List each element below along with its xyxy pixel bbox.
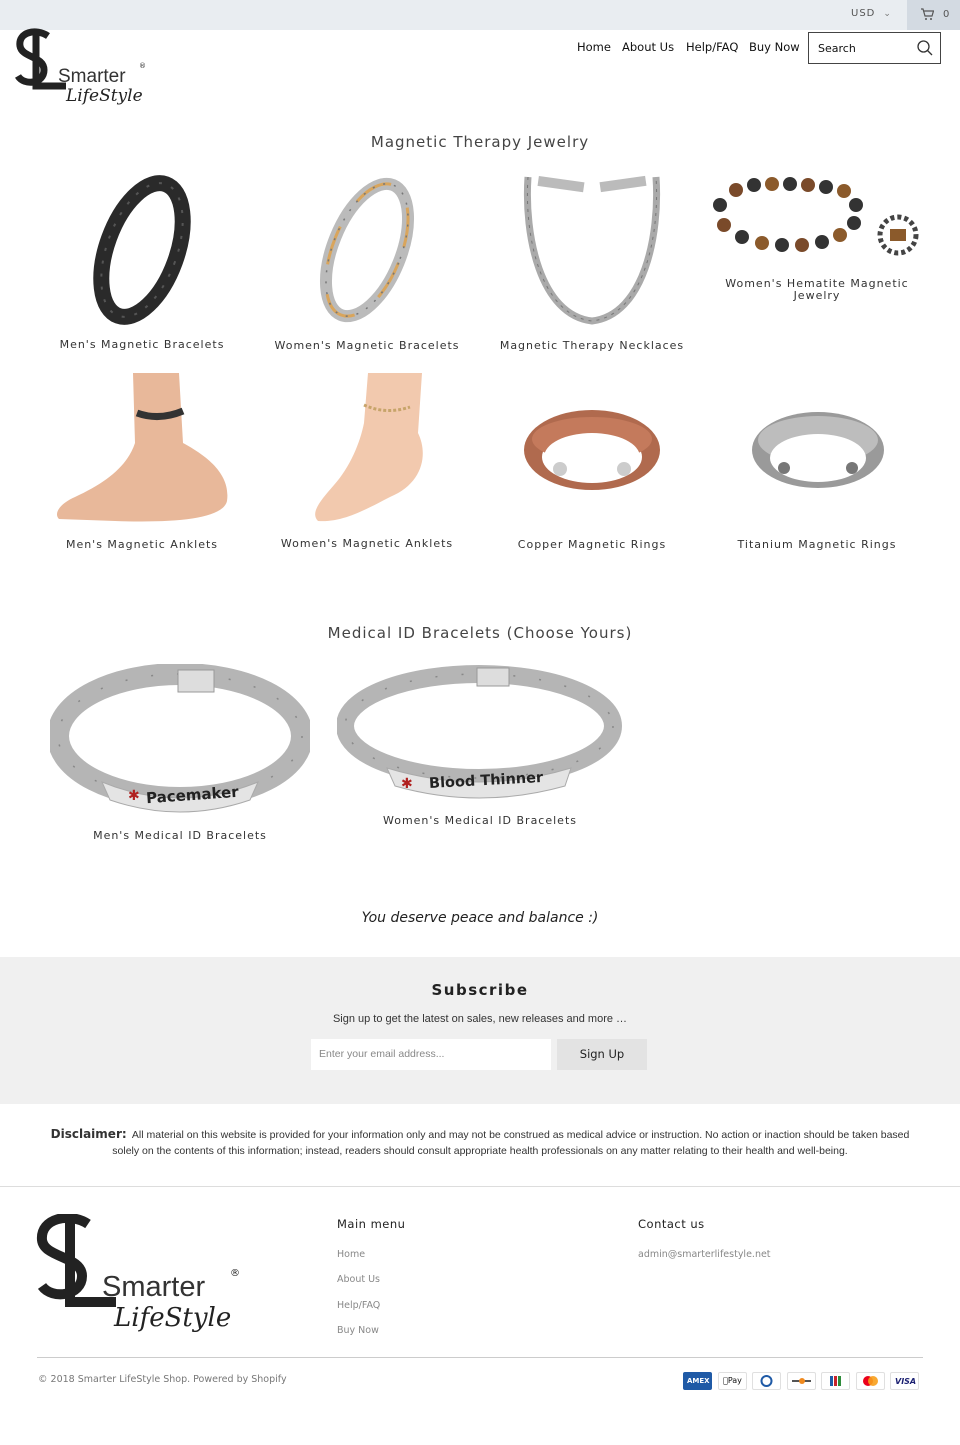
womens-bracelet-icon — [310, 175, 425, 325]
product-label-hematite[interactable]: Women's Hematite Magnetic Jewelry — [725, 277, 909, 302]
disclaimer-text: All material on this website is provided for your information only and may not be construed as medical advice or instruction. No action or inaction should be taken based solely on the contents of this information; instead, readers should consult appropriate health professionals on any matter relating to their health and well-being. — [112, 1129, 910, 1157]
search-icon[interactable] — [916, 39, 934, 57]
chevron-down-icon: ⌄ — [883, 9, 892, 19]
footer-link-help-faq[interactable]: Help/FAQ — [337, 1300, 381, 1311]
discover-icon — [787, 1372, 816, 1390]
svg-text:LifeStyle: LifeStyle — [114, 1303, 232, 1333]
email-field[interactable] — [311, 1039, 551, 1070]
section-title-medical: Medical ID Bracelets (Choose Yours) — [327, 624, 633, 642]
apple-pay-label: Pay — [723, 1376, 738, 1385]
copper-ring-icon — [520, 405, 665, 495]
product-label-mens-bracelets[interactable]: Men's Magnetic Bracelets — [59, 338, 225, 351]
email-placeholder: Enter your email address... — [319, 1048, 445, 1060]
amex-label: AMEX — [687, 1377, 710, 1385]
product-label-titanium-rings[interactable]: Titanium Magnetic Rings — [737, 538, 897, 551]
tagline: You deserve peace and balance :) — [361, 910, 599, 926]
svg-text:®: ® — [230, 1268, 240, 1279]
logo-icon — [14, 28, 159, 108]
mens-anklet-icon — [55, 373, 230, 523]
apple-pay-icon — [718, 1372, 747, 1390]
product-label-mens-medical[interactable]: Men's Medical ID Bracelets — [93, 829, 267, 842]
nav-home[interactable]: Home — [577, 40, 611, 54]
product-label-mens-anklets[interactable]: Men's Magnetic Anklets — [65, 538, 219, 551]
divider — [0, 1186, 960, 1187]
mens-bracelet-icon — [85, 175, 200, 325]
amex-icon — [683, 1372, 712, 1390]
currency-selector[interactable] — [851, 8, 892, 19]
product-label-womens-medical[interactable]: Women's Medical ID Bracelets — [382, 814, 577, 827]
footer-link-home[interactable]: Home — [337, 1249, 366, 1260]
product-label-womens-anklets[interactable]: Women's Magnetic Anklets — [280, 537, 454, 550]
mastercard-icon — [856, 1372, 885, 1390]
footer-logo[interactable] — [36, 1214, 256, 1334]
product-image-mens-anklets[interactable] — [55, 373, 230, 523]
footer-contact-title: Contact us — [638, 1217, 705, 1231]
section-title-magnetic: Magnetic Therapy Jewelry — [370, 133, 590, 151]
subscribe-section — [0, 957, 960, 1104]
visa-label: VISA — [895, 1377, 917, 1386]
product-label-necklaces[interactable]: Magnetic Therapy Necklaces — [499, 339, 685, 352]
cart-count: 0 — [943, 9, 950, 20]
product-image-necklaces[interactable] — [520, 175, 665, 325]
necklace-icon — [520, 175, 665, 325]
logo-icon — [36, 1214, 256, 1334]
subscribe-title: Subscribe — [431, 981, 529, 999]
svg-text:✱: ✱ — [128, 788, 140, 804]
jcb-icon — [821, 1372, 850, 1390]
cart-icon — [920, 7, 934, 21]
svg-text:Smarter: Smarter — [58, 66, 126, 87]
titanium-ring-icon — [748, 408, 888, 493]
site-logo[interactable] — [14, 28, 159, 108]
footer-link-about-us[interactable]: About Us — [337, 1274, 381, 1285]
product-image-titanium-rings[interactable] — [748, 408, 888, 493]
copyright: © 2018 Smarter LifeStyle Shop. Powered by Shopify — [38, 1374, 287, 1385]
product-image-womens-anklets[interactable] — [310, 373, 430, 523]
svg-text:✱: ✱ — [401, 776, 413, 792]
disclaimer-label: Disclaimer: — [50, 1127, 127, 1141]
footer-divider — [37, 1357, 923, 1358]
product-image-mens-medical[interactable] — [50, 664, 310, 819]
womens-anklet-icon — [310, 373, 430, 523]
svg-text:®: ® — [139, 62, 146, 70]
disclaimer — [40, 1126, 920, 1159]
product-image-copper-rings[interactable] — [520, 405, 665, 495]
visa-icon — [890, 1372, 919, 1390]
nav-help-faq[interactable]: Help/FAQ — [686, 40, 739, 54]
product-image-womens-bracelets[interactable] — [310, 175, 425, 325]
product-image-hematite[interactable] — [710, 175, 925, 265]
product-label-copper-rings[interactable]: Copper Magnetic Rings — [517, 538, 667, 551]
footer-link-buy-now[interactable]: Buy Now — [337, 1325, 379, 1336]
nav-about-us[interactable]: About Us — [622, 40, 675, 54]
search-input[interactable] — [808, 32, 941, 64]
search-placeholder: Search — [818, 42, 856, 55]
cart-button[interactable] — [907, 0, 960, 30]
nav-buy-now[interactable]: Buy Now — [749, 40, 800, 54]
svg-text:Smarter: Smarter — [102, 1271, 206, 1303]
signup-button[interactable]: Sign Up — [557, 1039, 647, 1070]
engraving-blood-thinner: Blood Thinner — [428, 770, 544, 792]
top-bar — [0, 0, 960, 30]
diners-icon — [752, 1372, 781, 1390]
subscribe-text: Sign up to get the latest on sales, new releases and more … — [332, 1013, 628, 1025]
footer-main-menu-title: Main menu — [337, 1217, 406, 1231]
hematite-icon — [710, 175, 925, 265]
currency-label: USD — [851, 8, 876, 19]
product-image-mens-bracelets[interactable] — [85, 175, 200, 325]
svg-text:LifeStyle: LifeStyle — [66, 86, 143, 106]
footer-contact-email[interactable]: admin@smarterlifestyle.net — [638, 1249, 771, 1260]
engraving-pacemaker: Pacemaker — [145, 782, 240, 808]
product-image-womens-medical[interactable] — [337, 664, 622, 804]
product-label-womens-bracelets[interactable]: Women's Magnetic Bracelets — [274, 339, 460, 352]
